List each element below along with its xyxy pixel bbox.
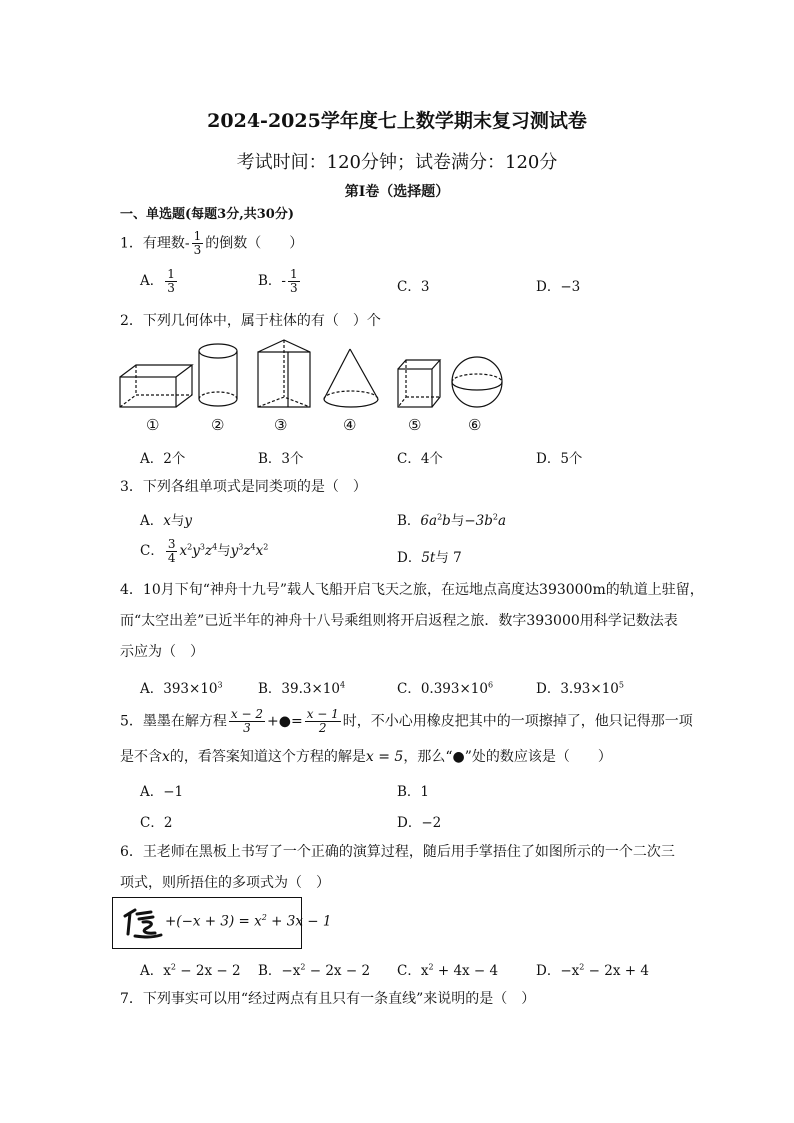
- question-5-line-1: 5．墨墨在解方程 $\frac{x - 2}{3}$ +●= $\frac{x - 1}{2}$ 时，不小心用橡皮把其中的一项擦掉了，他只记得那一项: [120, 707, 693, 735]
- question-3-option-c[interactable]: C． $\frac{3}{4}$ $x^2y^3z^4$与$y^3z^4x^2$: [140, 537, 269, 565]
- question-1-option-d[interactable]: D．−3: [536, 279, 581, 295]
- blackboard-expression: $+(-x + 3) = x^2 + 3x - 1$: [165, 913, 332, 930]
- question-1-option-a[interactable]: A． $\frac{1}{3}$: [140, 267, 175, 295]
- cube-shape: [398, 360, 440, 407]
- question-5-option-b[interactable]: B．1: [397, 784, 430, 800]
- solid-shapes-figure: [112, 335, 512, 415]
- question-6-option-a[interactable]: A．$x^2 - 2x - 2$: [140, 962, 241, 979]
- cylinder-shape: [199, 344, 237, 406]
- shape-label-5: ⑤: [408, 416, 422, 434]
- question-2-stem: 2．下列几何体中，属于柱体的有（ ）个: [120, 313, 381, 329]
- cuboid-shape: [120, 365, 192, 407]
- question-4-line-3: 示应为（ ）: [120, 644, 204, 660]
- question-6-line-1: 6．王老师在黑板上书写了一个正确的演算过程，随后用手掌捂住了如图所示的一个二次三: [120, 844, 675, 860]
- question-5-option-c[interactable]: C．2: [140, 815, 173, 831]
- question-3-option-a[interactable]: A．x与y: [140, 513, 193, 529]
- section-heading: 一、单选题(每题3分,共30分): [120, 207, 294, 222]
- question-2-option-b[interactable]: B．3个: [258, 451, 304, 467]
- question-7-stem: 7．下列事实可以用“经过两点有且只有一条直线”来说明的是（ ）: [120, 991, 536, 1007]
- question-2-option-a[interactable]: A．2个: [140, 451, 186, 467]
- question-5-option-d[interactable]: D．−2: [397, 815, 442, 831]
- page-title: 2024-2025学年度七上数学期末复习测试卷: [207, 110, 587, 132]
- question-5-option-a[interactable]: A．−1: [140, 784, 184, 800]
- volume-heading: 第Ⅰ卷（选择题）: [344, 184, 450, 200]
- question-4-line-2: 而“太空出差”已近半年的神舟十八号乘组则将开启返程之旅．数字393000用科学记数法表: [120, 613, 678, 629]
- blackboard-figure: [112, 897, 332, 949]
- sphere-shape: [452, 357, 502, 407]
- shape-label-2: ②: [211, 416, 225, 434]
- question-1-option-b[interactable]: B．- $\frac{1}{3}$: [258, 267, 298, 295]
- question-4-line-1: 4．10月下旬“神舟十九号”载人飞船开启飞天之旅，在远地点高度达393000m的轨道上驻留，: [120, 582, 704, 598]
- question-2-option-d[interactable]: D．5个: [536, 451, 583, 467]
- fraction: $\frac{1}{3}$: [193, 229, 202, 257]
- question-4-option-d[interactable]: D．$3.93\times 10^5$: [536, 680, 624, 697]
- question-5-line-2: 是不含x的，看答案知道这个方程的解是x = 5，那么“●”处的数应该是（ ）: [120, 749, 612, 765]
- triangular-prism-shape: [258, 340, 310, 407]
- cone-shape: [324, 349, 378, 407]
- question-3-stem: 3．下列各组单项式是同类项的是（ ）: [120, 479, 367, 495]
- question-6-option-c[interactable]: C．$x^2 + 4x - 4$: [397, 962, 499, 979]
- exam-info: 考试时间：120分钟；试卷满分：120分: [236, 152, 558, 173]
- question-1-stem: 1．有理数- $\frac{1}{3}$ 的倒数（ ）: [120, 229, 304, 257]
- question-6-option-b[interactable]: B．$-x^2 - 2x - 2$: [258, 962, 371, 979]
- question-6-line-2: 项式，则所捂住的多项式为（ ）: [120, 875, 330, 891]
- question-3-option-d[interactable]: D．5t与 7: [397, 550, 462, 566]
- question-2-option-c[interactable]: C．4个: [397, 451, 443, 467]
- question-6-option-d[interactable]: D．$-x^2 - 2x + 4$: [536, 962, 649, 979]
- shape-label-3: ③: [274, 416, 288, 434]
- question-3-option-b[interactable]: B．$6a^2b$与$-3b^2a$: [397, 512, 507, 529]
- question-1-option-c[interactable]: C．3: [397, 279, 430, 295]
- shape-label-6: ⑥: [468, 416, 482, 434]
- shape-label-1: ①: [146, 416, 160, 434]
- question-4-option-b[interactable]: B．$39.3\times 10^4$: [258, 680, 346, 697]
- question-4-option-a[interactable]: A．$393\times 10^3$: [140, 680, 223, 697]
- covered-hand-scribble: [121, 906, 165, 940]
- shape-label-4: ④: [343, 416, 357, 434]
- question-4-option-c[interactable]: C．$0.393\times 10^6$: [397, 680, 494, 697]
